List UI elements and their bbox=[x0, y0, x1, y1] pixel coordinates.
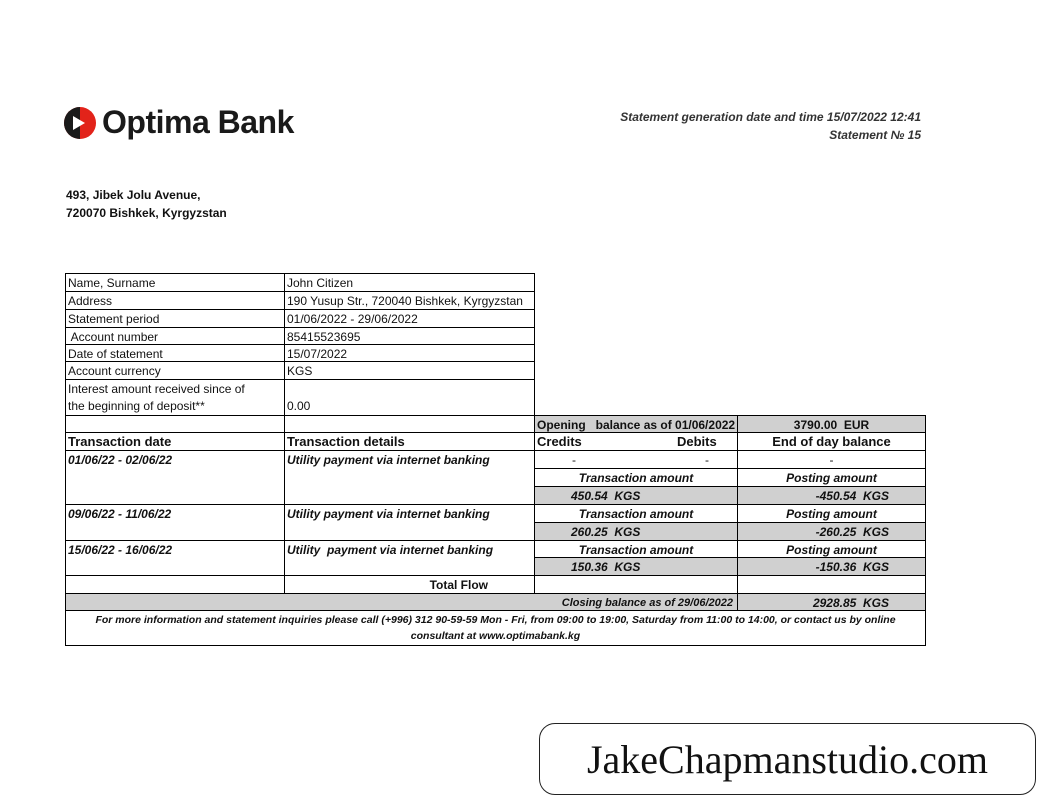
opening-balance-label: Opening balance as of 01/06/2022 bbox=[534, 415, 738, 433]
info-label: Statement period bbox=[65, 309, 285, 328]
watermark: JakeChapmanstudio.com bbox=[539, 723, 1036, 795]
info-label: Address bbox=[65, 291, 285, 310]
empty-cell bbox=[284, 415, 535, 433]
credit-dash: - bbox=[572, 453, 576, 467]
txn-date: 01/06/22 - 02/06/22 bbox=[65, 450, 285, 505]
txn-date: 15/06/22 - 16/06/22 bbox=[65, 540, 285, 576]
col-header-credits-debits bbox=[534, 432, 738, 451]
info-label-interest bbox=[65, 379, 285, 416]
info-value: KGS bbox=[284, 361, 535, 380]
txn-details: Utility payment via internet banking bbox=[284, 450, 535, 505]
col-header-debits: Debits bbox=[677, 434, 717, 449]
bank-name: Optima Bank bbox=[102, 104, 294, 140]
closing-balance-label: Closing balance as of 29/06/2022 bbox=[65, 593, 738, 611]
footer-line1: For more information and statement inquiries please call (+996) 312 90-59-59 Mon - Fri, from 09:00 to 19:00, Saturday from 11:00 to 14:00, or contact us by online bbox=[95, 614, 896, 626]
txn-amount-label: Transaction amount bbox=[534, 504, 738, 523]
optima-logo-icon bbox=[63, 106, 97, 140]
info-value: 85415523695 bbox=[284, 327, 535, 345]
info-label: Name, Surname bbox=[65, 273, 285, 292]
statement-meta bbox=[620, 108, 921, 144]
empty-cell bbox=[737, 575, 926, 594]
info-value: 01/06/2022 - 29/06/2022 bbox=[284, 309, 535, 328]
col-header-eod: End of day balance bbox=[737, 432, 926, 451]
info-value: John Citizen bbox=[284, 273, 535, 292]
bank-address bbox=[66, 186, 227, 222]
info-value: 190 Yusup Str., 720040 Bishkek, Kyrgyzstan bbox=[284, 291, 535, 310]
txn-posting: -150.36 KGS bbox=[737, 557, 926, 576]
debit-dash: - bbox=[705, 453, 709, 467]
interest-label-line1: Interest amount received since of bbox=[68, 382, 245, 396]
txn-date: 09/06/22 - 11/06/22 bbox=[65, 504, 285, 541]
info-label: Date of statement bbox=[65, 344, 285, 362]
txn-amount-label: Transaction amount bbox=[534, 468, 738, 487]
txn-posting-label: Posting amount bbox=[737, 468, 926, 487]
info-value: 15/07/2022 bbox=[284, 344, 535, 362]
txn-details: Utility payment via internet banking bbox=[284, 540, 535, 576]
bank-logo bbox=[63, 104, 294, 141]
eod-dash: - bbox=[737, 450, 926, 469]
txn-posting: -450.54 KGS bbox=[737, 486, 926, 505]
interest-label-line2: the beginning of deposit** bbox=[68, 399, 205, 413]
bank-address-line2: 720070 Bishkek, Kyrgyzstan bbox=[66, 206, 227, 220]
txn-posting-label: Posting amount bbox=[737, 540, 926, 558]
txn-posting-label: Posting amount bbox=[737, 504, 926, 523]
footer-line2: consultant at www.optimabank.kg bbox=[410, 630, 581, 642]
bank-address-line1: 493, Jibek Jolu Avenue, bbox=[66, 188, 201, 202]
txn-amount: 450.54 KGS bbox=[534, 486, 738, 505]
total-flow-label: Total Flow bbox=[284, 575, 535, 594]
closing-balance-value: 2928.85 KGS bbox=[737, 593, 926, 611]
txn-posting: -260.25 KGS bbox=[737, 522, 926, 541]
footer-note bbox=[65, 610, 926, 646]
statement-number: Statement № 15 bbox=[829, 128, 921, 142]
col-header-date: Transaction date bbox=[65, 432, 285, 451]
opening-balance-value: 3790.00 EUR bbox=[737, 415, 926, 433]
info-value: 0.00 bbox=[284, 379, 535, 416]
empty-cell bbox=[65, 415, 285, 433]
col-header-credits: Credits bbox=[537, 434, 582, 449]
txn-amount: 260.25 KGS bbox=[534, 522, 738, 541]
col-header-details: Transaction details bbox=[284, 432, 535, 451]
info-label: Account number bbox=[65, 327, 285, 345]
generation-datetime: Statement generation date and time 15/07/2022 12:41 bbox=[620, 110, 921, 124]
info-label: Account currency bbox=[65, 361, 285, 380]
empty-cell bbox=[534, 575, 738, 594]
txn-amount: 150.36 KGS bbox=[534, 557, 738, 576]
txn-amount-label: Transaction amount bbox=[534, 540, 738, 558]
empty-cell bbox=[65, 575, 285, 594]
txn-credit-debit-cell bbox=[534, 450, 738, 469]
txn-details: Utility payment via internet banking bbox=[284, 504, 535, 541]
